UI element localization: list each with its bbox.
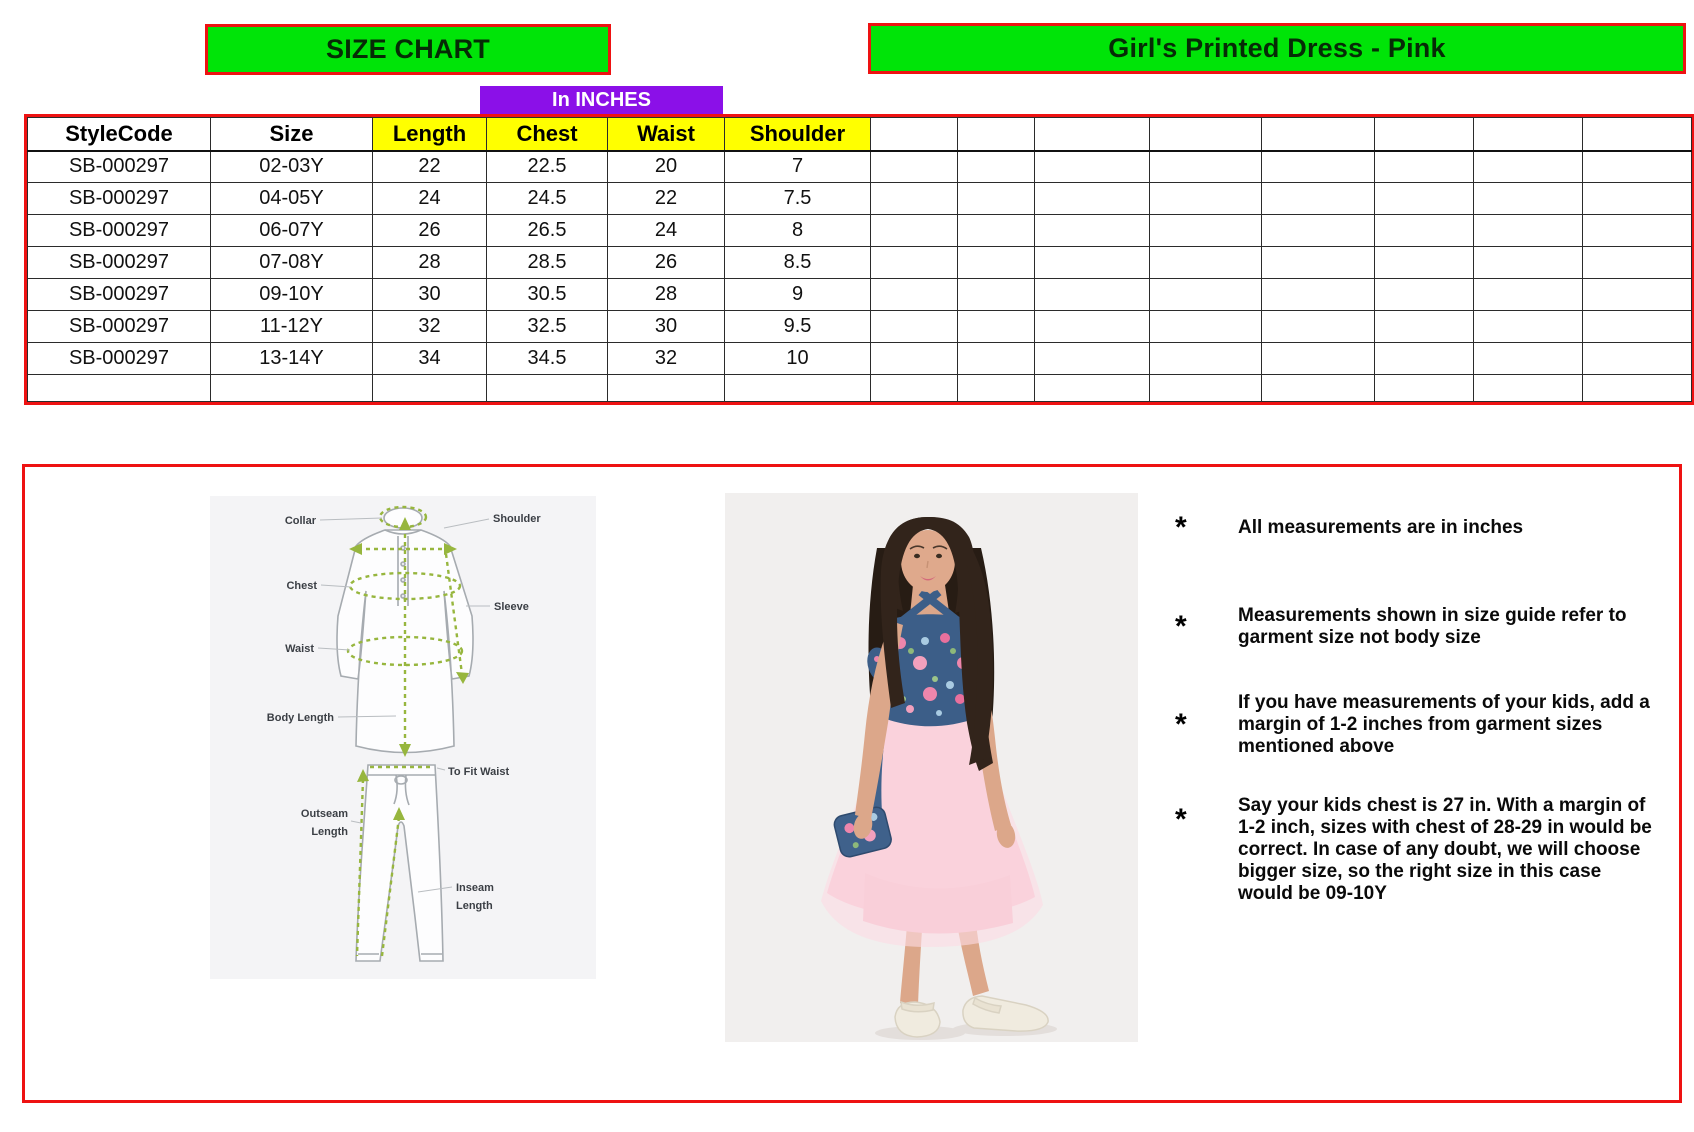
diagram-label-body-length: Body Length xyxy=(266,712,334,724)
cell-shoulder: 9.5 xyxy=(725,311,871,343)
cell-length: 22 xyxy=(373,151,487,183)
empty-header xyxy=(1035,118,1150,151)
empty-header xyxy=(1474,118,1583,151)
cell-shoulder: 8 xyxy=(725,215,871,247)
cell-waist: 28 xyxy=(608,279,725,311)
product-title-bar xyxy=(868,23,1686,74)
cell-style-code: SB-000297 xyxy=(28,343,211,375)
cell-style-code: SB-000297 xyxy=(28,215,211,247)
pants-outline xyxy=(356,765,443,961)
cell-length: 24 xyxy=(373,183,487,215)
cell-size: 11-12Y xyxy=(211,311,373,343)
cell-shoulder: 8.5 xyxy=(725,247,871,279)
diagram-label-chest: Chest xyxy=(286,580,317,592)
cell-size: 13-14Y xyxy=(211,343,373,375)
cell-style-code: SB-000297 xyxy=(28,151,211,183)
table-row xyxy=(28,215,1692,247)
cell-size: 07-08Y xyxy=(211,247,373,279)
empty-header xyxy=(1375,118,1474,151)
cell-length: 26 xyxy=(373,215,487,247)
size-chart-title-bar xyxy=(205,24,611,75)
diagram-label-shoulder: Shoulder xyxy=(493,513,541,525)
asterisk-bullet: * xyxy=(1175,708,1187,741)
table-row xyxy=(28,343,1692,375)
cell-length: 28 xyxy=(373,247,487,279)
cell-length: 32 xyxy=(373,311,487,343)
header-row xyxy=(28,118,1692,151)
table-row xyxy=(28,247,1692,279)
info-box xyxy=(22,464,1682,1103)
measurement-diagram xyxy=(210,496,596,979)
cell-waist: 24 xyxy=(608,215,725,247)
column-header-size: Size xyxy=(211,118,373,151)
cell-chest: 24.5 xyxy=(487,183,608,215)
column-header-length: Length xyxy=(373,118,487,151)
diagram-label-to-fit-waist: To Fit Waist xyxy=(448,766,510,778)
cell-shoulder: 7 xyxy=(725,151,871,183)
cell-shoulder: 7.5 xyxy=(725,183,871,215)
empty-header xyxy=(1150,118,1262,151)
table-row xyxy=(28,311,1692,343)
empty-header xyxy=(958,118,1035,151)
cell-chest: 34.5 xyxy=(487,343,608,375)
asterisk-bullet: * xyxy=(1175,511,1187,544)
diagram-label-collar: Collar xyxy=(284,515,316,527)
table-row xyxy=(28,279,1692,311)
empty-header xyxy=(1262,118,1375,151)
note-item xyxy=(1175,511,1675,544)
cell-waist: 20 xyxy=(608,151,725,183)
cell-waist: 22 xyxy=(608,183,725,215)
asterisk-bullet: * xyxy=(1175,610,1187,643)
product-title: Girl's Printed Dress - Pink xyxy=(1108,33,1446,63)
table-row xyxy=(28,183,1692,215)
cell-chest: 28.5 xyxy=(487,247,608,279)
cell-size: 06-07Y xyxy=(211,215,373,247)
asterisk-bullet: * xyxy=(1175,803,1187,836)
diagram-label-inseam-length: Length xyxy=(456,900,493,912)
cell-shoulder: 10 xyxy=(725,343,871,375)
note-item xyxy=(1175,795,1675,905)
cell-style-code: SB-000297 xyxy=(28,183,211,215)
empty-header xyxy=(1583,118,1692,151)
diagram-label-sleeve: Sleeve xyxy=(494,601,529,613)
note-text: Say your kids chest is 27 in. With a margin of 1-2 inch, sizes with chest of 28-29 in would be correct. In case of any doubt, we will choose bigger size, so the right size in this case would be 09-10Y xyxy=(1238,795,1652,904)
note-text: Measurements shown in size guide refer to garment size not body size xyxy=(1238,605,1627,648)
diagram-label-outseam: Outseam xyxy=(300,808,348,820)
size-table xyxy=(27,117,1692,402)
column-header-stylecode: StyleCode xyxy=(28,118,211,151)
cell-style-code: SB-000297 xyxy=(28,247,211,279)
units-banner-label: In INCHES xyxy=(552,88,651,111)
cell-chest: 22.5 xyxy=(487,151,608,183)
girl-in-pink-dress-illustration xyxy=(725,493,1138,1042)
diagram-label-outseam-length: Length xyxy=(311,826,348,838)
table-row xyxy=(28,151,1692,183)
column-header-shoulder: Shoulder xyxy=(725,118,871,151)
empty-table-row xyxy=(28,375,1692,402)
units-banner xyxy=(480,86,723,114)
note-item xyxy=(1175,605,1675,649)
size-chart-title: SIZE CHART xyxy=(326,34,490,64)
cell-shoulder: 9 xyxy=(725,279,871,311)
cell-length: 30 xyxy=(373,279,487,311)
diagram-label-inseam: Inseam xyxy=(456,882,494,894)
diagram-label-waist: Waist xyxy=(285,643,314,655)
cell-size: 04-05Y xyxy=(211,183,373,215)
cell-chest: 30.5 xyxy=(487,279,608,311)
cell-waist: 32 xyxy=(608,343,725,375)
cell-style-code: SB-000297 xyxy=(28,311,211,343)
note-item xyxy=(1175,692,1675,758)
cell-waist: 26 xyxy=(608,247,725,279)
cell-size: 02-03Y xyxy=(211,151,373,183)
kurta-pants-measurement-illustration xyxy=(210,496,596,979)
note-text: All measurements are in inches xyxy=(1238,517,1524,538)
cell-style-code: SB-000297 xyxy=(28,279,211,311)
cell-chest: 32.5 xyxy=(487,311,608,343)
column-header-chest: Chest xyxy=(487,118,608,151)
column-header-waist: Waist xyxy=(608,118,725,151)
cell-waist: 30 xyxy=(608,311,725,343)
cell-size: 09-10Y xyxy=(211,279,373,311)
empty-header xyxy=(871,118,958,151)
note-text: If you have measurements of your kids, add a margin of 1-2 inches from garment sizes mentioned above xyxy=(1238,692,1650,757)
model-photo xyxy=(725,493,1138,1042)
cell-length: 34 xyxy=(373,343,487,375)
cell-chest: 26.5 xyxy=(487,215,608,247)
size-table-container xyxy=(24,114,1694,405)
